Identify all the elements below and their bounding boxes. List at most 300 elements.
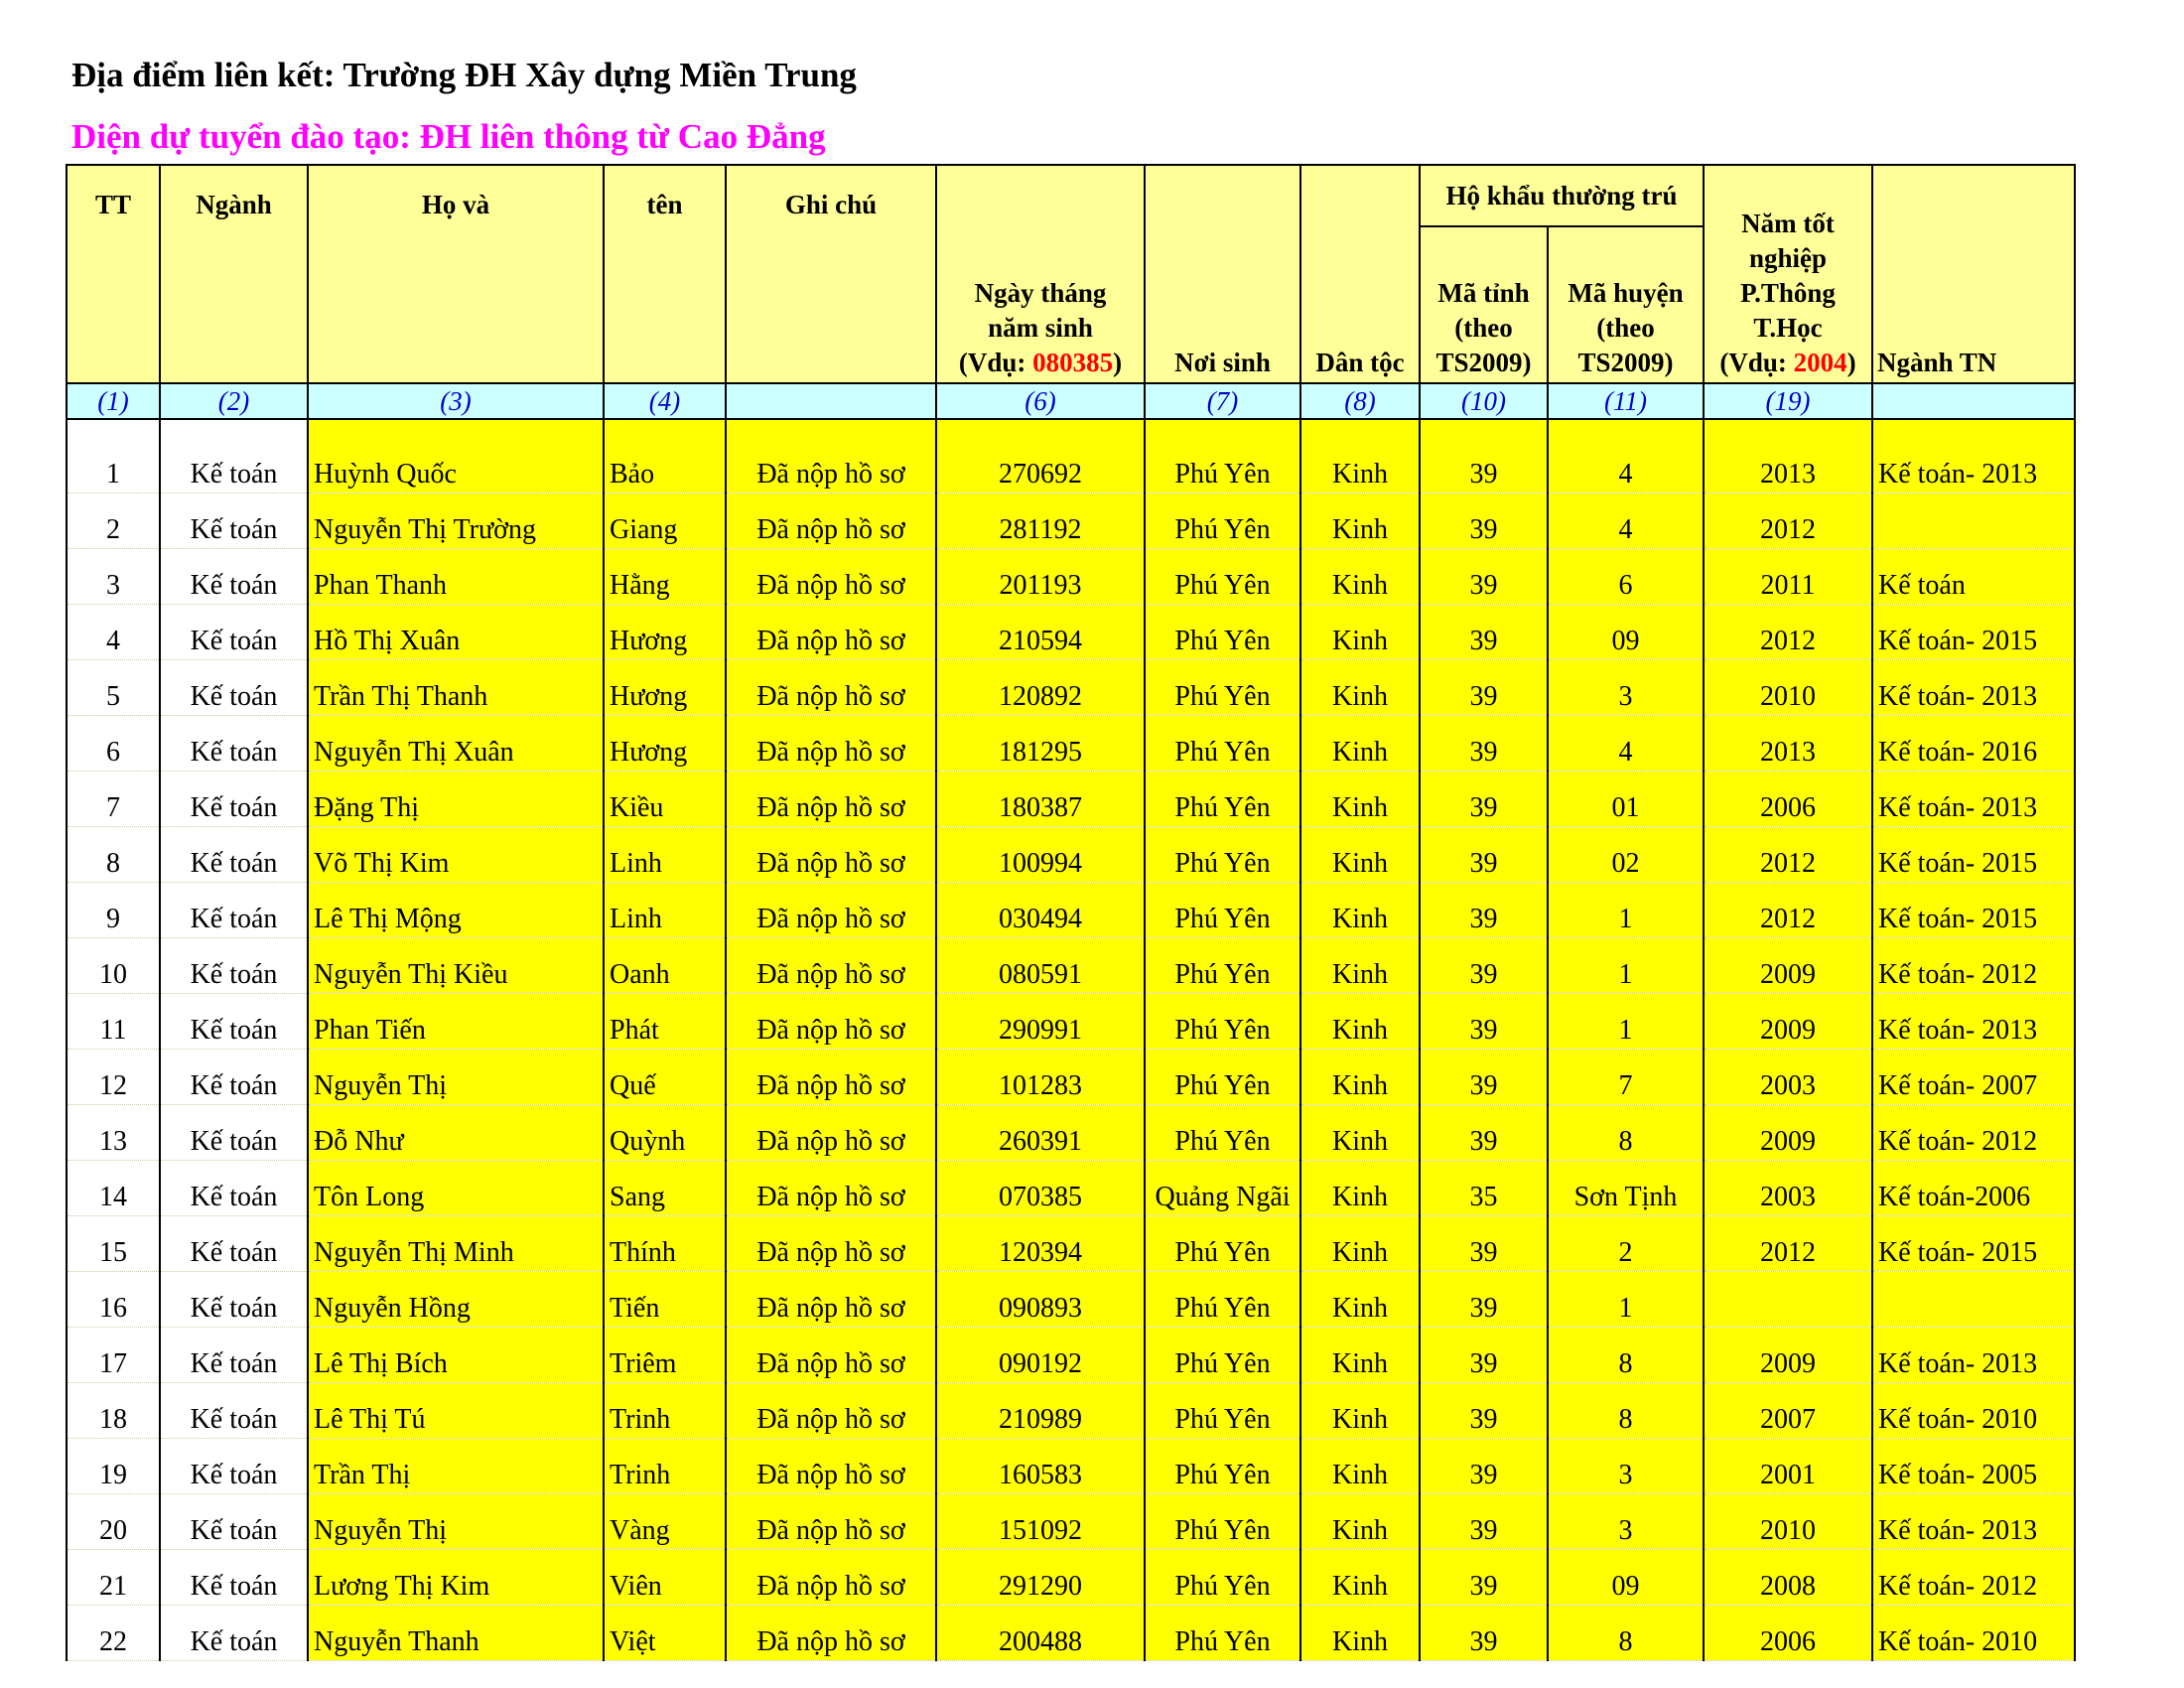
cell-nganh-tn: Kế toán- 2013 — [1872, 1494, 2075, 1550]
cell-nam-tn: 2009 — [1704, 1328, 1872, 1383]
cell-ma-huyen: Sơn Tịnh — [1548, 1161, 1704, 1216]
cell-dan-toc: Kinh — [1300, 1494, 1420, 1550]
cell-ho-va: Trần Thị Thanh — [308, 660, 604, 716]
program-title: Diện dự tuyển đào tạo: ĐH liên thông từ Cao Đẳng — [71, 117, 826, 156]
cell-ten: Thính — [604, 1216, 726, 1272]
cell-ten: Linh — [604, 827, 726, 883]
cell-ho-va: Nguyễn Hồng — [308, 1272, 604, 1328]
cell-tt: 21 — [67, 1550, 160, 1606]
cell-ma-huyen: 1 — [1548, 994, 1704, 1050]
cell-noi-sinh: Phú Yên — [1145, 994, 1300, 1050]
cell-nganh: Kế toán — [160, 883, 308, 938]
cell-tt: 18 — [67, 1383, 160, 1439]
header-dan-toc: Dân tộc — [1300, 165, 1420, 383]
cell-ghi-chu: Đã nộp hồ sơ — [726, 493, 936, 549]
cell-ma-huyen: 09 — [1548, 1550, 1704, 1606]
location-title: Địa điểm liên kết: Trường ĐH Xây dựng Miền Trung — [71, 56, 857, 94]
cell-ngay-sinh: 100994 — [936, 827, 1145, 883]
column-number: (4) — [604, 383, 726, 419]
cell-ma-tinh: 39 — [1420, 660, 1548, 716]
cell-nganh: Kế toán — [160, 994, 308, 1050]
cell-ten: Vàng — [604, 1494, 726, 1550]
cell-nganh-tn: Kế toán- 2015 — [1872, 605, 2075, 660]
cell-ma-tinh: 35 — [1420, 1161, 1548, 1216]
cell-ma-huyen: 3 — [1548, 1494, 1704, 1550]
cell-ten: Tiến — [604, 1272, 726, 1328]
table-row — [67, 883, 2075, 938]
cell-nganh-tn: Kế toán — [1872, 549, 2075, 605]
cell-ghi-chu: Đã nộp hồ sơ — [726, 1161, 936, 1216]
cell-nganh-tn: Kế toán- 2013 — [1872, 660, 2075, 716]
table-row — [67, 827, 2075, 883]
table-row — [67, 1050, 2075, 1105]
cell-dan-toc: Kinh — [1300, 1606, 1420, 1661]
cell-tt: 4 — [67, 605, 160, 660]
cell-nganh: Kế toán — [160, 419, 308, 493]
cell-nganh-tn: Kế toán- 2007 — [1872, 1050, 2075, 1105]
cell-ngay-sinh: 260391 — [936, 1105, 1145, 1161]
header-tt: TT — [67, 165, 160, 383]
cell-nganh-tn: Kế toán- 2013 — [1872, 419, 2075, 493]
cell-ten: Bảo — [604, 419, 726, 493]
cell-nganh-tn — [1872, 1272, 2075, 1328]
cell-dan-toc: Kinh — [1300, 716, 1420, 772]
cell-ngay-sinh: 080591 — [936, 938, 1145, 994]
column-number: (7) — [1145, 383, 1300, 419]
cell-ma-huyen: 8 — [1548, 1328, 1704, 1383]
table-row — [67, 1328, 2075, 1383]
table-row — [67, 1383, 2075, 1439]
column-number: (3) — [308, 383, 604, 419]
cell-noi-sinh: Phú Yên — [1145, 883, 1300, 938]
cell-ho-va: Nguyễn Thị Kiều — [308, 938, 604, 994]
cell-nam-tn: 2012 — [1704, 605, 1872, 660]
cell-tt: 6 — [67, 716, 160, 772]
header-ghi-chu: Ghi chú — [726, 165, 936, 383]
cell-ma-tinh: 39 — [1420, 994, 1548, 1050]
cell-ho-va: Phan Thanh — [308, 549, 604, 605]
cell-ghi-chu: Đã nộp hồ sơ — [726, 938, 936, 994]
cell-ma-huyen: 7 — [1548, 1050, 1704, 1105]
cell-nam-tn: 2012 — [1704, 827, 1872, 883]
cell-ten: Kiều — [604, 772, 726, 827]
cell-nganh-tn: Kế toán- 2013 — [1872, 1328, 2075, 1383]
cell-ma-tinh: 39 — [1420, 1272, 1548, 1328]
cell-ghi-chu: Đã nộp hồ sơ — [726, 1216, 936, 1272]
cell-ngay-sinh: 281192 — [936, 493, 1145, 549]
cell-nganh: Kế toán — [160, 660, 308, 716]
cell-nganh: Kế toán — [160, 1272, 308, 1328]
cell-ho-va: Nguyễn Thị Xuân — [308, 716, 604, 772]
cell-nganh: Kế toán — [160, 1105, 308, 1161]
cell-noi-sinh: Phú Yên — [1145, 716, 1300, 772]
cell-ngay-sinh: 210989 — [936, 1383, 1145, 1439]
cell-nganh-tn: Kế toán- 2013 — [1872, 772, 2075, 827]
column-number: (8) — [1300, 383, 1420, 419]
cell-nganh: Kế toán — [160, 605, 308, 660]
cell-ho-va: Tôn Long — [308, 1161, 604, 1216]
cell-ten: Hương — [604, 660, 726, 716]
cell-nam-tn: 2003 — [1704, 1050, 1872, 1105]
cell-nam-tn: 2007 — [1704, 1383, 1872, 1439]
cell-nganh: Kế toán — [160, 1216, 308, 1272]
cell-ma-huyen: 1 — [1548, 883, 1704, 938]
cell-nam-tn: 2009 — [1704, 1105, 1872, 1161]
cell-tt: 1 — [67, 419, 160, 493]
cell-nam-tn: 2009 — [1704, 994, 1872, 1050]
cell-ghi-chu: Đã nộp hồ sơ — [726, 1494, 936, 1550]
header-ho-khau: Hộ khẩu thường trú — [1420, 165, 1704, 226]
cell-dan-toc: Kinh — [1300, 605, 1420, 660]
table-row — [67, 994, 2075, 1050]
cell-ma-tinh: 39 — [1420, 938, 1548, 994]
cell-ten: Quế — [604, 1050, 726, 1105]
cell-dan-toc: Kinh — [1300, 1383, 1420, 1439]
table-row — [67, 549, 2075, 605]
cell-ngay-sinh: 201193 — [936, 549, 1145, 605]
cell-dan-toc: Kinh — [1300, 938, 1420, 994]
cell-ten: Trinh — [604, 1439, 726, 1494]
cell-dan-toc: Kinh — [1300, 493, 1420, 549]
cell-nam-tn: 2012 — [1704, 883, 1872, 938]
cell-ma-huyen: 09 — [1548, 605, 1704, 660]
cell-ngay-sinh: 120394 — [936, 1216, 1145, 1272]
cell-noi-sinh: Phú Yên — [1145, 660, 1300, 716]
cell-nam-tn: 2001 — [1704, 1439, 1872, 1494]
cell-nam-tn: 2003 — [1704, 1161, 1872, 1216]
cell-ghi-chu: Đã nộp hồ sơ — [726, 1272, 936, 1328]
cell-ghi-chu: Đã nộp hồ sơ — [726, 1439, 936, 1494]
cell-nganh: Kế toán — [160, 1550, 308, 1606]
cell-noi-sinh: Phú Yên — [1145, 938, 1300, 994]
cell-nganh: Kế toán — [160, 1328, 308, 1383]
table-row — [67, 716, 2075, 772]
cell-nganh: Kế toán — [160, 716, 308, 772]
table-row — [67, 1550, 2075, 1606]
cell-nam-tn: 2012 — [1704, 493, 1872, 549]
cell-ten: Hằng — [604, 549, 726, 605]
cell-nam-tn: 2008 — [1704, 1550, 1872, 1606]
cell-nganh-tn: Kế toán- 2012 — [1872, 1105, 2075, 1161]
cell-ghi-chu: Đã nộp hồ sơ — [726, 716, 936, 772]
cell-noi-sinh: Quảng Ngãi — [1145, 1161, 1300, 1216]
cell-noi-sinh: Phú Yên — [1145, 1383, 1300, 1439]
cell-noi-sinh: Phú Yên — [1145, 1328, 1300, 1383]
cell-noi-sinh: Phú Yên — [1145, 827, 1300, 883]
cell-ten: Linh — [604, 883, 726, 938]
cell-ngay-sinh: 200488 — [936, 1606, 1145, 1661]
cell-dan-toc: Kinh — [1300, 1328, 1420, 1383]
cell-noi-sinh: Phú Yên — [1145, 419, 1300, 493]
header-ngay-sinh: Ngày tháng năm sinh (Vdụ: 080385) — [936, 165, 1145, 383]
cell-dan-toc: Kinh — [1300, 1050, 1420, 1105]
cell-ma-tinh: 39 — [1420, 1550, 1548, 1606]
cell-ma-tinh: 39 — [1420, 1439, 1548, 1494]
cell-ghi-chu: Đã nộp hồ sơ — [726, 549, 936, 605]
cell-nganh-tn: Kế toán- 2015 — [1872, 883, 2075, 938]
cell-nganh: Kế toán — [160, 827, 308, 883]
cell-noi-sinh: Phú Yên — [1145, 1494, 1300, 1550]
cell-ngay-sinh: 120892 — [936, 660, 1145, 716]
cell-noi-sinh: Phú Yên — [1145, 772, 1300, 827]
cell-nam-tn — [1704, 1272, 1872, 1328]
cell-ngay-sinh: 151092 — [936, 1494, 1145, 1550]
cell-ngay-sinh: 090192 — [936, 1328, 1145, 1383]
column-number-row — [67, 383, 2075, 419]
cell-nganh-tn: Kế toán- 2013 — [1872, 994, 2075, 1050]
cell-noi-sinh: Phú Yên — [1145, 493, 1300, 549]
cell-nganh: Kế toán — [160, 1494, 308, 1550]
cell-ten: Viên — [604, 1550, 726, 1606]
cell-nganh: Kế toán — [160, 1439, 308, 1494]
cell-ngay-sinh: 160583 — [936, 1439, 1145, 1494]
table-row — [67, 1494, 2075, 1550]
cell-ten: Oanh — [604, 938, 726, 994]
cell-ten: Giang — [604, 493, 726, 549]
cell-ma-huyen: 8 — [1548, 1383, 1704, 1439]
cell-ghi-chu: Đã nộp hồ sơ — [726, 827, 936, 883]
header-ho-va: Họ và — [308, 165, 604, 383]
cell-dan-toc: Kinh — [1300, 1439, 1420, 1494]
cell-ngay-sinh: 070385 — [936, 1161, 1145, 1216]
cell-tt: 7 — [67, 772, 160, 827]
column-number — [726, 383, 936, 419]
cell-ma-tinh: 39 — [1420, 605, 1548, 660]
cell-nganh-tn: Kế toán- 2015 — [1872, 827, 2075, 883]
cell-dan-toc: Kinh — [1300, 1161, 1420, 1216]
cell-ma-tinh: 39 — [1420, 1050, 1548, 1105]
cell-dan-toc: Kinh — [1300, 772, 1420, 827]
cell-ten: Trinh — [604, 1383, 726, 1439]
table-row — [67, 938, 2075, 994]
cell-dan-toc: Kinh — [1300, 994, 1420, 1050]
cell-ho-va: Đỗ Như — [308, 1105, 604, 1161]
cell-ngay-sinh: 290991 — [936, 994, 1145, 1050]
cell-ma-tinh: 39 — [1420, 1383, 1548, 1439]
table-row — [67, 1216, 2075, 1272]
cell-tt: 9 — [67, 883, 160, 938]
cell-nam-tn: 2010 — [1704, 1494, 1872, 1550]
cell-ma-huyen: 1 — [1548, 1272, 1704, 1328]
cell-ma-tinh: 39 — [1420, 716, 1548, 772]
table-row — [67, 1606, 2075, 1661]
cell-ma-tinh: 39 — [1420, 1606, 1548, 1661]
cell-dan-toc: Kinh — [1300, 660, 1420, 716]
cell-ma-huyen: 02 — [1548, 827, 1704, 883]
cell-ho-va: Đặng Thị — [308, 772, 604, 827]
table-row — [67, 605, 2075, 660]
cell-nam-tn: 2013 — [1704, 419, 1872, 493]
cell-tt: 22 — [67, 1606, 160, 1661]
cell-ghi-chu: Đã nộp hồ sơ — [726, 605, 936, 660]
cell-tt: 14 — [67, 1161, 160, 1216]
cell-dan-toc: Kinh — [1300, 549, 1420, 605]
cell-ngay-sinh: 291290 — [936, 1550, 1145, 1606]
cell-ngay-sinh: 101283 — [936, 1050, 1145, 1105]
cell-ma-huyen: 4 — [1548, 716, 1704, 772]
cell-dan-toc: Kinh — [1300, 827, 1420, 883]
cell-ten: Hương — [604, 605, 726, 660]
cell-nganh-tn: Kế toán- 2012 — [1872, 1550, 2075, 1606]
cell-ho-va: Nguyễn Thị Trường — [308, 493, 604, 549]
header-nganh-tn: Ngành TN — [1872, 165, 2075, 383]
column-number — [1872, 383, 2075, 419]
cell-ghi-chu: Đã nộp hồ sơ — [726, 883, 936, 938]
cell-ten: Hương — [604, 716, 726, 772]
cell-ma-huyen: 6 — [1548, 549, 1704, 605]
cell-noi-sinh: Phú Yên — [1145, 1439, 1300, 1494]
cell-tt: 17 — [67, 1328, 160, 1383]
cell-tt: 10 — [67, 938, 160, 994]
table-row — [67, 1272, 2075, 1328]
cell-noi-sinh: Phú Yên — [1145, 1105, 1300, 1161]
cell-nam-tn: 2009 — [1704, 938, 1872, 994]
cell-dan-toc: Kinh — [1300, 1105, 1420, 1161]
cell-ho-va: Lương Thị Kim — [308, 1550, 604, 1606]
cell-ghi-chu: Đã nộp hồ sơ — [726, 1328, 936, 1383]
cell-ma-tinh: 39 — [1420, 419, 1548, 493]
cell-ghi-chu: Đã nộp hồ sơ — [726, 1050, 936, 1105]
cell-ghi-chu: Đã nộp hồ sơ — [726, 994, 936, 1050]
cell-ghi-chu: Đã nộp hồ sơ — [726, 419, 936, 493]
cell-nganh-tn: Kế toán-2006 — [1872, 1161, 2075, 1216]
cell-ten: Quỳnh — [604, 1105, 726, 1161]
cell-ngay-sinh: 270692 — [936, 419, 1145, 493]
cell-noi-sinh: Phú Yên — [1145, 605, 1300, 660]
cell-ho-va: Phan Tiến — [308, 994, 604, 1050]
cell-nam-tn: 2006 — [1704, 1606, 1872, 1661]
table-row — [67, 772, 2075, 827]
cell-nganh: Kế toán — [160, 493, 308, 549]
cell-ma-huyen: 2 — [1548, 1216, 1704, 1272]
cell-ma-tinh: 39 — [1420, 549, 1548, 605]
cell-ghi-chu: Đã nộp hồ sơ — [726, 660, 936, 716]
column-number: (11) — [1548, 383, 1704, 419]
cell-nganh-tn: Kế toán- 2016 — [1872, 716, 2075, 772]
header-ten: tên — [604, 165, 726, 383]
cell-ghi-chu: Đã nộp hồ sơ — [726, 1383, 936, 1439]
cell-ma-huyen: 4 — [1548, 493, 1704, 549]
cell-dan-toc: Kinh — [1300, 883, 1420, 938]
cell-tt: 3 — [67, 549, 160, 605]
cell-ho-va: Nguyễn Thị — [308, 1050, 604, 1105]
column-number: (10) — [1420, 383, 1548, 419]
table-row — [67, 1161, 2075, 1216]
header-nganh: Ngành — [160, 165, 308, 383]
table-row — [67, 1105, 2075, 1161]
cell-nganh-tn: Kế toán- 2010 — [1872, 1606, 2075, 1661]
cell-ho-va: Hồ Thị Xuân — [308, 605, 604, 660]
cell-ma-huyen: 3 — [1548, 1439, 1704, 1494]
cell-noi-sinh: Phú Yên — [1145, 1050, 1300, 1105]
cell-noi-sinh: Phú Yên — [1145, 1216, 1300, 1272]
cell-dan-toc: Kinh — [1300, 1550, 1420, 1606]
cell-ngay-sinh: 210594 — [936, 605, 1145, 660]
cell-nam-tn: 2010 — [1704, 660, 1872, 716]
header-noi-sinh: Nơi sinh — [1145, 165, 1300, 383]
cell-ho-va: Nguyễn Thị Minh — [308, 1216, 604, 1272]
cell-tt: 19 — [67, 1439, 160, 1494]
cell-tt: 13 — [67, 1105, 160, 1161]
cell-ma-huyen: 4 — [1548, 419, 1704, 493]
cell-ma-huyen: 3 — [1548, 660, 1704, 716]
cell-dan-toc: Kinh — [1300, 1216, 1420, 1272]
table-row — [67, 660, 2075, 716]
cell-ghi-chu: Đã nộp hồ sơ — [726, 1550, 936, 1606]
cell-nam-tn: 2011 — [1704, 549, 1872, 605]
table-row — [67, 493, 2075, 549]
cell-noi-sinh: Phú Yên — [1145, 1272, 1300, 1328]
cell-ho-va: Lê Thị Mộng — [308, 883, 604, 938]
cell-ngay-sinh: 030494 — [936, 883, 1145, 938]
cell-ma-tinh: 39 — [1420, 883, 1548, 938]
cell-dan-toc: Kinh — [1300, 419, 1420, 493]
cell-ma-huyen: 8 — [1548, 1606, 1704, 1661]
cell-nganh: Kế toán — [160, 1606, 308, 1661]
cell-ghi-chu: Đã nộp hồ sơ — [726, 772, 936, 827]
cell-ma-tinh: 39 — [1420, 827, 1548, 883]
cell-ma-tinh: 39 — [1420, 772, 1548, 827]
cell-ngay-sinh: 181295 — [936, 716, 1145, 772]
cell-noi-sinh: Phú Yên — [1145, 1606, 1300, 1661]
cell-ma-tinh: 39 — [1420, 1105, 1548, 1161]
cell-tt: 15 — [67, 1216, 160, 1272]
cell-ten: Triêm — [604, 1328, 726, 1383]
cell-noi-sinh: Phú Yên — [1145, 549, 1300, 605]
cell-tt: 2 — [67, 493, 160, 549]
cell-ma-huyen: 8 — [1548, 1105, 1704, 1161]
cell-ma-tinh: 39 — [1420, 493, 1548, 549]
cell-tt: 5 — [67, 660, 160, 716]
cell-nganh: Kế toán — [160, 549, 308, 605]
cell-nganh: Kế toán — [160, 1050, 308, 1105]
cell-ho-va: Võ Thị Kim — [308, 827, 604, 883]
cell-nganh: Kế toán — [160, 938, 308, 994]
cell-tt: 12 — [67, 1050, 160, 1105]
cell-ma-tinh: 39 — [1420, 1328, 1548, 1383]
cell-nganh-tn — [1872, 493, 2075, 549]
cell-nganh: Kế toán — [160, 1383, 308, 1439]
cell-tt: 8 — [67, 827, 160, 883]
cell-ten: Việt — [604, 1606, 726, 1661]
cell-noi-sinh: Phú Yên — [1145, 1550, 1300, 1606]
header-ma-huyen: Mã huyện (theo TS2009) — [1548, 226, 1704, 383]
cell-ma-huyen: 01 — [1548, 772, 1704, 827]
column-number: (19) — [1704, 383, 1872, 419]
cell-ten: Sang — [604, 1161, 726, 1216]
table-row — [67, 419, 2075, 493]
cell-ghi-chu: Đã nộp hồ sơ — [726, 1606, 936, 1661]
cell-nam-tn: 2012 — [1704, 1216, 1872, 1272]
cell-ghi-chu: Đã nộp hồ sơ — [726, 1105, 936, 1161]
cell-ngay-sinh: 180387 — [936, 772, 1145, 827]
cell-ma-tinh: 39 — [1420, 1494, 1548, 1550]
column-number: (2) — [160, 383, 308, 419]
cell-ho-va: Nguyễn Thanh — [308, 1606, 604, 1661]
cell-ho-va: Trần Thị — [308, 1439, 604, 1494]
cell-nganh-tn: Kế toán- 2012 — [1872, 938, 2075, 994]
cell-tt: 11 — [67, 994, 160, 1050]
cell-ma-huyen: 1 — [1548, 938, 1704, 994]
column-number: (1) — [67, 383, 160, 419]
cell-ngay-sinh: 090893 — [936, 1272, 1145, 1328]
cell-ten: Phát — [604, 994, 726, 1050]
cell-nganh: Kế toán — [160, 1161, 308, 1216]
header-ma-tinh: Mã tỉnh (theo TS2009) — [1420, 226, 1548, 383]
cell-ho-va: Lê Thị Bích — [308, 1328, 604, 1383]
cell-ma-tinh: 39 — [1420, 1216, 1548, 1272]
cell-dan-toc: Kinh — [1300, 1272, 1420, 1328]
